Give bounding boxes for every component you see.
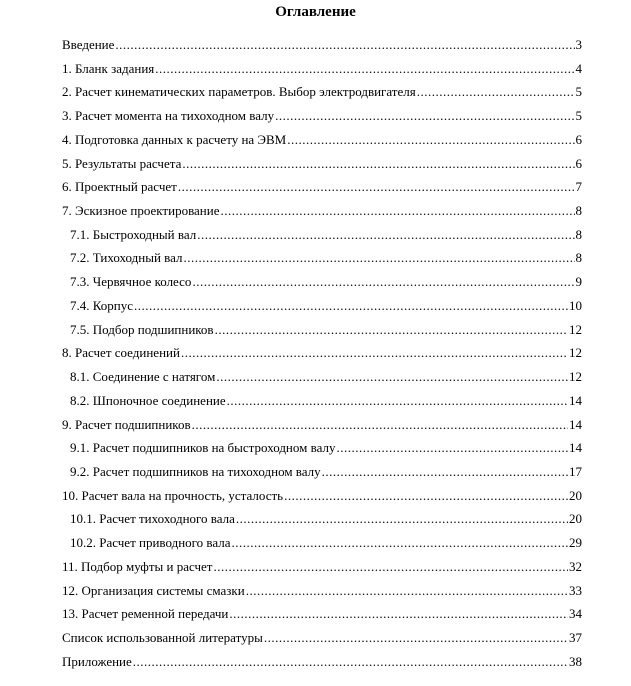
toc-entry[interactable] [62,155,582,179]
toc-entry-page: 12 [569,321,582,337]
toc-entry-label: 6. Проектный расчет [62,179,177,195]
toc-entry-label: 4. Подготовка данных к расчету на ЭВМ [62,131,287,147]
dot-leader [216,368,568,386]
toc-entry-page: 6 [575,155,582,171]
toc-entry-page: 12 [569,369,582,385]
toc-entry-page: 5 [575,108,582,124]
toc-entry-label: 3. Расчет момента на тихоходном валу [62,108,275,124]
toc-entry[interactable] [62,558,582,582]
toc-entry[interactable] [62,273,582,297]
toc-entry-label: 7.1. Быстроходный вал [70,226,197,242]
toc-entry-label: 10. Расчет вала на прочность, усталость [62,487,284,503]
toc-entry[interactable] [62,344,582,368]
toc-entry-page: 38 [569,653,582,669]
dot-leader [229,605,568,623]
dot-leader [215,321,568,339]
toc-entry[interactable] [62,226,582,250]
dot-leader [182,155,574,173]
dot-leader [213,558,568,576]
toc-entry-page: 7 [575,179,582,195]
toc-entry[interactable] [62,249,582,273]
toc-entry-label: 10.2. Расчет приводного вала [70,535,231,551]
toc-entry-label: 7.5. Подбор подшипников [70,321,214,337]
dot-leader [246,582,568,600]
toc-entry-page: 32 [569,558,582,574]
toc-entry-label: 2. Расчет кинематических параметров. Выбор электродвигателя [62,84,416,100]
dot-leader [197,226,574,244]
toc-entry-label: 7.2. Тихоходный вал [70,250,183,266]
toc-entry-page: 8 [575,203,582,219]
table-of-contents [62,36,582,676]
toc-entry-page: 20 [569,487,582,503]
toc-entry-label: 9.1. Расчет подшипников на быстроходном валу [70,440,336,456]
toc-entry[interactable] [62,463,582,487]
toc-entry[interactable] [62,416,582,440]
toc-entry-page: 9 [575,274,582,290]
toc-entry-label: 9.2. Расчет подшипников на тихоходном валу [70,463,321,479]
toc-entry-label: 1. Бланк задания [62,60,155,76]
toc-entry-label: 8.1. Соединение с натягом [70,369,216,385]
dot-leader [232,534,568,552]
toc-entry-label: 9. Расчет подшипников [62,416,191,432]
toc-entry-label: 7. Эскизное проектирование [62,203,220,219]
toc-entry[interactable] [62,60,582,84]
toc-entry-page: 8 [575,250,582,266]
dot-leader [178,178,575,196]
toc-entry[interactable] [62,439,582,463]
toc-entry[interactable] [62,582,582,606]
toc-entry-page: 3 [575,37,582,52]
toc-entry-page: 14 [569,416,582,432]
toc-entry[interactable] [62,297,582,321]
toc-entry-label: 7.4. Корпус [70,297,134,313]
toc-entry-page: 29 [569,535,582,551]
dot-leader [236,510,568,528]
toc-entry-label: 10.1. Расчет тихоходного вала [70,511,235,527]
toc-entry-page: 20 [569,511,582,527]
dot-leader [287,131,574,149]
toc-entry[interactable] [62,392,582,416]
toc-entry[interactable] [62,107,582,131]
toc-entry[interactable] [62,36,582,60]
dot-leader [181,344,568,362]
dot-leader [115,36,574,54]
dot-leader [192,273,574,291]
toc-entry-label: 8. Расчет соединений [62,345,180,361]
toc-entry-page: 6 [575,131,582,147]
toc-entry-page: 5 [575,84,582,100]
dot-leader [227,392,568,410]
toc-entry[interactable] [62,178,582,202]
toc-entry[interactable] [62,605,582,629]
dot-leader [184,249,575,267]
toc-entry-label: 5. Результаты расчета [62,155,182,171]
toc-entry-page: 37 [569,629,582,645]
dot-leader [284,487,568,505]
toc-entry-page: 17 [569,463,582,479]
toc-entry-label: 12. Организация системы смазки [62,582,245,598]
toc-entry-label: 13. Расчет ременной передачи [62,606,229,622]
toc-entry-page: 33 [569,582,582,598]
toc-entry-page: 8 [575,226,582,242]
toc-entry-page: 14 [569,392,582,408]
toc-entry[interactable] [62,534,582,558]
dot-leader [417,83,575,101]
dot-leader [155,60,574,78]
toc-entry-label: Список использованной литературы [62,629,263,645]
dot-leader [192,416,568,434]
toc-title: Оглавление [275,4,356,20]
toc-entry[interactable] [62,131,582,155]
dot-leader [264,629,568,647]
toc-entry-page: 10 [569,297,582,313]
dot-leader [336,439,568,457]
dot-leader [275,107,574,125]
toc-entry[interactable] [62,321,582,345]
toc-entry-label: 8.2. Шпоночное соединение [70,392,226,408]
toc-entry-page: 34 [569,606,582,622]
toc-entry[interactable] [62,629,582,653]
toc-entry[interactable] [62,653,582,677]
dot-leader [133,653,568,671]
toc-entry-label: 7.3. Червячное колесо [70,274,192,290]
toc-entry[interactable] [62,510,582,534]
dot-leader [221,202,575,220]
toc-entry[interactable] [62,368,582,392]
toc-entry[interactable] [62,83,582,107]
toc-entry-label: Приложение [62,653,132,669]
toc-entry-page: 14 [569,440,582,456]
toc-entry-page: 12 [569,345,582,361]
toc-entry-page: 4 [575,60,582,76]
dot-leader [134,297,568,315]
toc-entry[interactable] [62,487,582,511]
toc-entry-label: 11. Подбор муфты и расчет [62,558,213,574]
dot-leader [322,463,568,481]
toc-entry[interactable] [62,202,582,226]
toc-entry-label: Введение [62,37,115,52]
